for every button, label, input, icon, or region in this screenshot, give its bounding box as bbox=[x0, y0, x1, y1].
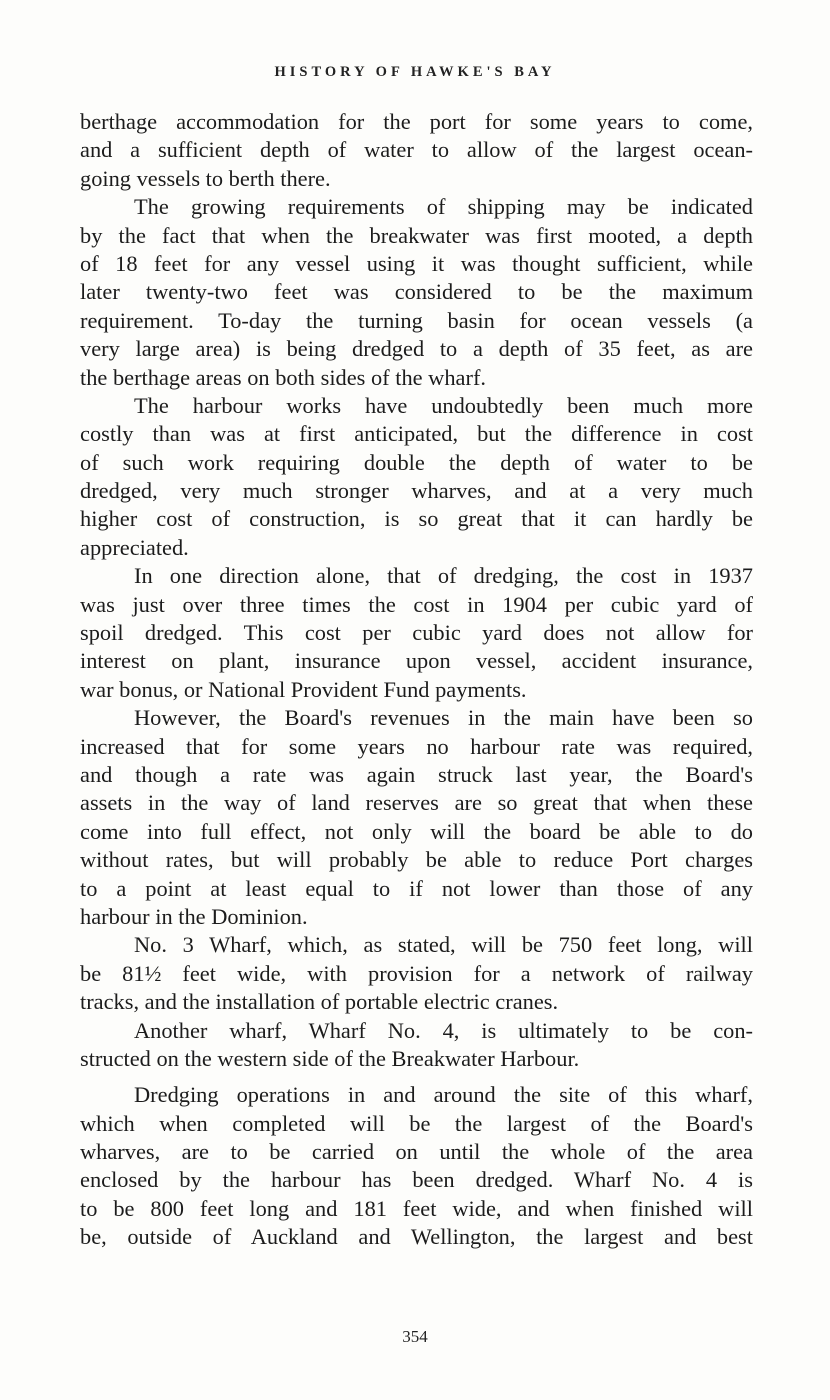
text-line: appreciated. bbox=[80, 534, 189, 560]
text-line: going vessels to berth there. bbox=[80, 165, 331, 191]
text-line: spoil dredged. This cost per cubic yard does not allow for bbox=[80, 620, 753, 646]
text-line: higher cost of construction, is so great that it can hardly be bbox=[80, 506, 753, 532]
text-line: of such work requiring double the depth of water to be bbox=[80, 449, 753, 475]
text-line: Another wharf, Wharf No. 4, is ultimately to be con- bbox=[134, 1017, 753, 1043]
text-line: to a point at least equal to if not lower than those of any bbox=[80, 875, 753, 901]
text-line: berthage accommodation for the port for some years to come, bbox=[80, 109, 753, 134]
paragraph bbox=[80, 1081, 753, 1251]
paragraph bbox=[80, 931, 753, 1016]
text-line: and a sufficient depth of water to allow of the largest ocean- bbox=[80, 137, 753, 163]
text-line: requirement. To-day the turning basin for ocean vessels (a bbox=[80, 307, 753, 333]
text-line: was just over three times the cost in 1904 per cubic yard of bbox=[80, 591, 753, 617]
text-line: The harbour works have undoubtedly been much more bbox=[134, 392, 753, 418]
text-line: Dredging operations in and around the site of this wharf, bbox=[134, 1082, 753, 1108]
paragraph bbox=[80, 193, 753, 392]
text-line: No. 3 Wharf, which, as stated, will be 750 feet long, will bbox=[134, 932, 753, 958]
paragraph bbox=[80, 392, 753, 562]
text-line: which when completed will be the largest of the Board's bbox=[80, 1110, 753, 1136]
text-line: come into full effect, not only will the board be able to do bbox=[80, 818, 753, 844]
text-line: However, the Board's revenues in the main have been so bbox=[134, 705, 753, 731]
text-line: increased that for some years no harbour rate was required, bbox=[80, 733, 753, 759]
paragraph bbox=[80, 704, 753, 931]
paragraph bbox=[80, 108, 753, 193]
text-line: tracks, and the installation of portable electric cranes. bbox=[80, 989, 559, 1015]
text-line: be, outside of Auckland and Wellington, the largest and best bbox=[80, 1224, 753, 1250]
paragraph bbox=[80, 1017, 753, 1074]
text-line: enclosed by the harbour has been dredged. Wharf No. 4 is bbox=[80, 1167, 753, 1193]
text-line: the berthage areas on both sides of the wharf. bbox=[80, 364, 486, 390]
text-line: structed on the western side of the Breakwater Harbour. bbox=[80, 1045, 580, 1071]
text-line: assets in the way of land reserves are so great that when these bbox=[80, 790, 753, 816]
text-line: The growing requirements of shipping may be indicated bbox=[134, 194, 753, 220]
text-line: without rates, but will probably be able to reduce Port charges bbox=[80, 847, 753, 873]
body-text bbox=[80, 108, 753, 1252]
text-line: later twenty-two feet was considered to be the maximum bbox=[80, 279, 753, 305]
text-line: to be 800 feet long and 181 feet wide, and when finished will bbox=[80, 1195, 753, 1221]
text-line: dredged, very much stronger wharves, and at a very much bbox=[80, 478, 753, 504]
text-line: of 18 feet for any vessel using it was thought sufficient, while bbox=[80, 250, 753, 276]
text-line: wharves, are to be carried on until the whole of the area bbox=[80, 1139, 753, 1165]
paragraph bbox=[80, 562, 753, 704]
text-line: be 81½ feet wide, with provision for a network of railway bbox=[80, 960, 753, 986]
text-line: interest on plant, insurance upon vessel, accident insurance, bbox=[80, 648, 753, 674]
text-line: In one direction alone, that of dredging, the cost in 1937 bbox=[134, 563, 753, 589]
text-line: and though a rate was again struck last year, the Board's bbox=[80, 761, 753, 787]
text-line: costly than was at first anticipated, but the difference in cost bbox=[80, 421, 753, 447]
text-line: by the fact that when the breakwater was first mooted, a depth bbox=[80, 222, 753, 248]
text-line: harbour in the Dominion. bbox=[80, 903, 308, 929]
text-line: war bonus, or National Provident Fund payments. bbox=[80, 676, 527, 702]
page-number: 354 bbox=[402, 1327, 428, 1346]
running-head: HISTORY OF HAWKE'S BAY bbox=[274, 64, 556, 80]
text-line: very large area) is being dredged to a depth of 35 feet, as are bbox=[80, 336, 753, 362]
